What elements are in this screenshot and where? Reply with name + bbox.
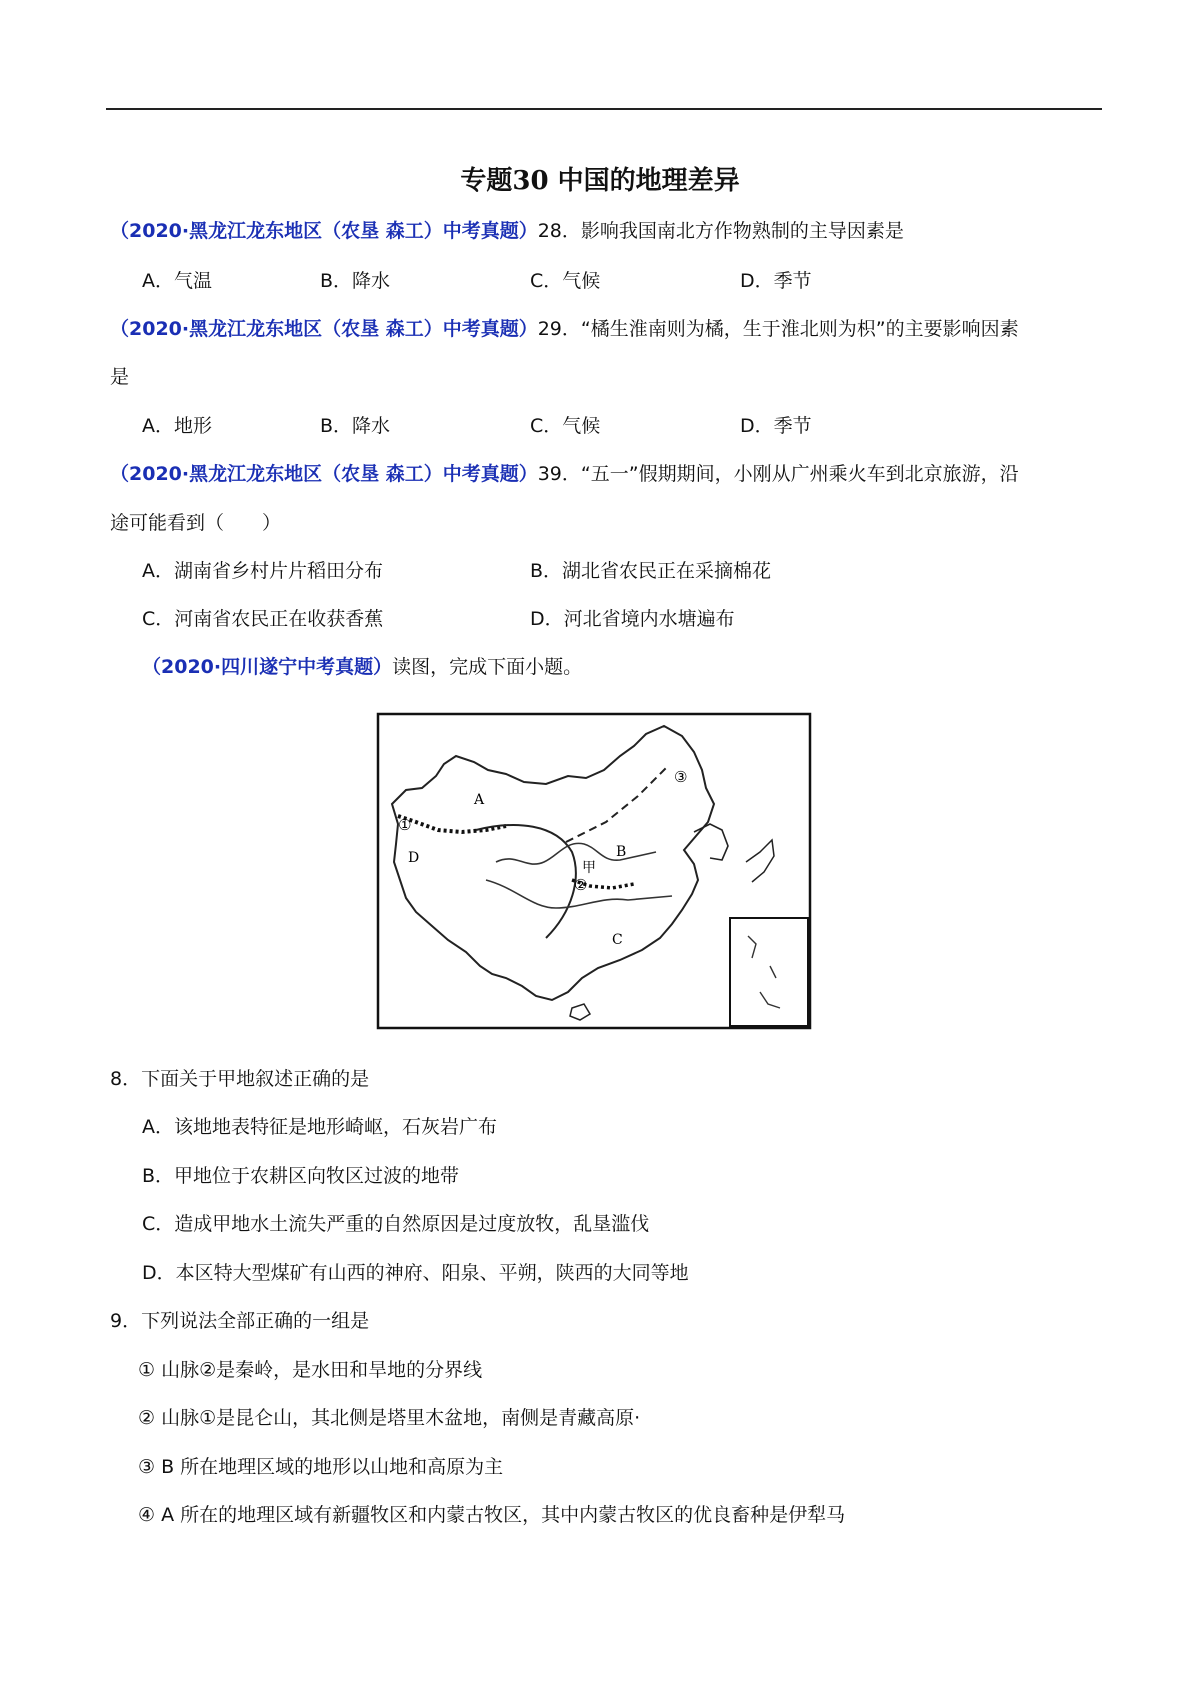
option-b: B．甲地位于农耕区向牧区过波的地带 <box>142 1165 460 1187</box>
option-d: D．季节 <box>740 415 812 437</box>
statement-4: ④ A 所在的地理区域有新疆牧区和内蒙古牧区，其中内蒙古牧区的优良畜种是伊犁马 <box>138 1504 846 1526</box>
option-c: C．河南省农民正在收获香蕉 <box>142 608 384 630</box>
option-d: D．本区特大型煤矿有山西的神府、阳泉、平朔，陕西的大同等地 <box>142 1262 689 1284</box>
map-label-jia: 甲 <box>582 860 596 876</box>
china-map-figure <box>376 712 812 1030</box>
question-39 <box>110 465 1019 484</box>
header-rule <box>106 108 1102 110</box>
option-c: C．气候 <box>530 270 601 292</box>
option-a: A．地形 <box>142 415 212 437</box>
option-b: B．湖北省农民正在采摘棉花 <box>530 560 772 582</box>
inset-box <box>730 918 808 1026</box>
page-title: 专题30 中国的地理差异 <box>460 166 740 196</box>
option-a: A．该地地表特征是地形崎岖，石灰岩广布 <box>142 1116 497 1138</box>
question-29-cont: 是 <box>110 366 130 388</box>
map-label-c: C <box>612 932 623 948</box>
statement-3: ③ B 所在地理区域的地形以山地和高原为主 <box>138 1456 504 1478</box>
option-b: B．降水 <box>320 415 391 437</box>
statement-2: ② 山脉①是昆仑山，其北侧是塔里木盆地，南侧是青藏高原· <box>138 1407 641 1429</box>
option-a: A．湖南省乡村片片稻田分布 <box>142 560 383 582</box>
option-c: C．造成甲地水土流失严重的自然原因是过度放牧，乱垦滥伐 <box>142 1213 650 1235</box>
question-group-intro <box>142 658 582 677</box>
question-stem: 读图，完成下面小题。 <box>392 656 583 678</box>
question-source: （2020·黑龙江龙东地区（农垦 森工）中考真题） <box>110 220 538 242</box>
question-source: （2020·四川遂宁中考真题） <box>142 656 393 678</box>
map-label-a: A <box>474 792 485 808</box>
question-stem: 29．“橘生淮南则为橘，生于淮北则为枳”的主要影响因素 <box>537 318 1019 340</box>
question-29 <box>110 320 1019 339</box>
question-9: 9．下列说法全部正确的一组是 <box>110 1310 370 1332</box>
question-source: （2020·黑龙江龙东地区（农垦 森工）中考真题） <box>110 318 538 340</box>
question-28 <box>110 222 904 241</box>
statement-1: ① 山脉②是秦岭，是水田和旱地的分界线 <box>138 1359 483 1381</box>
option-b: B．降水 <box>320 270 391 292</box>
option-a: A．气温 <box>142 270 212 292</box>
map-label-1: ① <box>398 816 412 834</box>
option-d: D．河北省境内水塘遍布 <box>530 608 735 630</box>
map-label-2: ② <box>574 876 588 894</box>
map-label-b: B <box>616 844 627 860</box>
option-c: C．气候 <box>530 415 601 437</box>
question-source: （2020·黑龙江龙东地区（农垦 森工）中考真题） <box>110 463 538 485</box>
question-8: 8．下面关于甲地叙述正确的是 <box>110 1068 370 1090</box>
map-label-3: ③ <box>674 768 688 786</box>
map-label-d: D <box>408 850 420 866</box>
option-d: D．季节 <box>740 270 812 292</box>
question-stem: 28．影响我国南北方作物熟制的主导因素是 <box>537 220 904 242</box>
question-39-cont: 途可能看到（ ） <box>110 512 282 534</box>
question-stem: 39．“五一”假期期间，小刚从广州乘火车到北京旅游，沿 <box>537 463 1019 485</box>
